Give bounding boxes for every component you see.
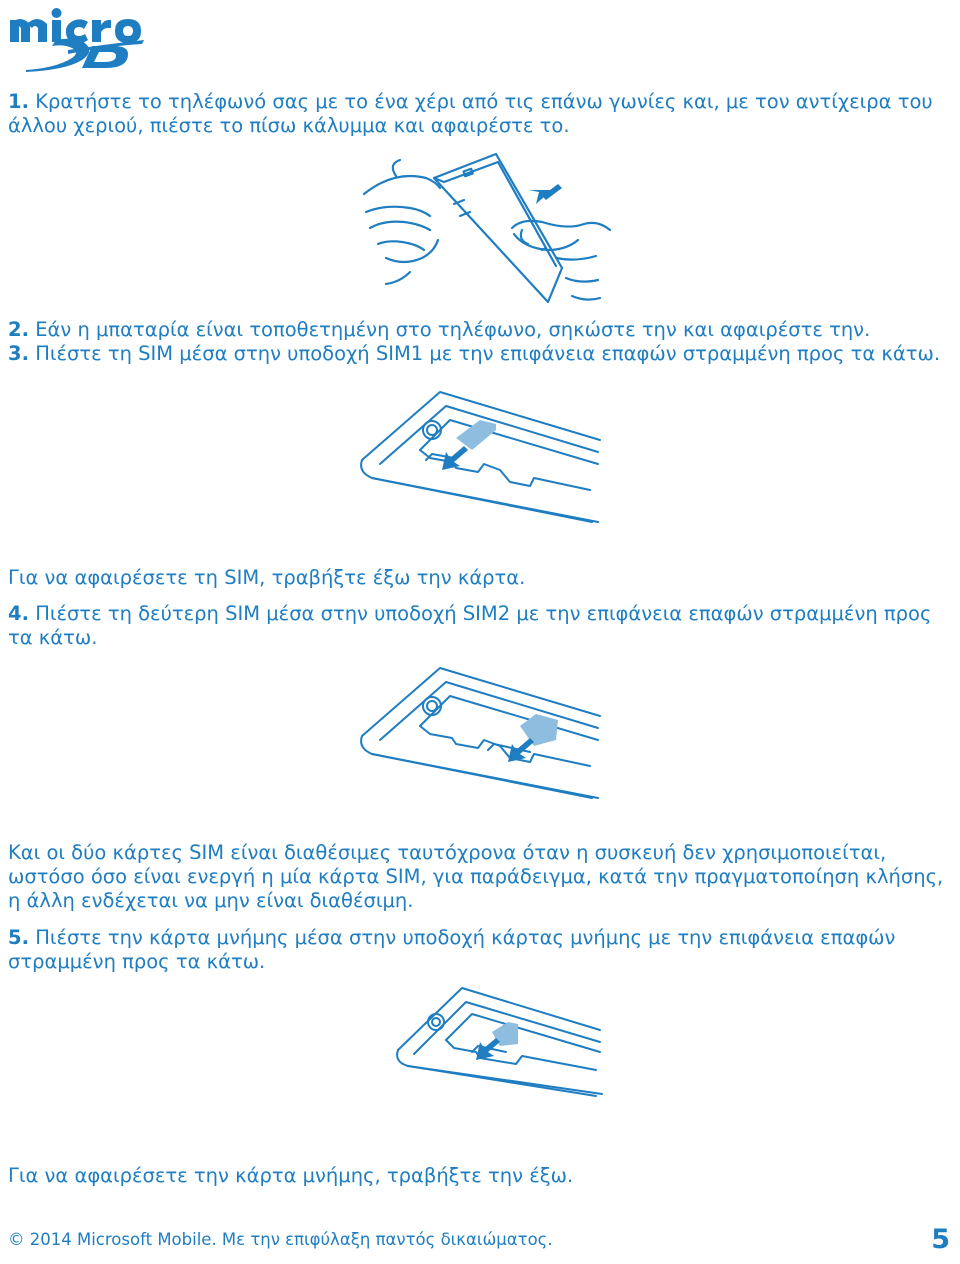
step-2-number: 2. [8, 318, 29, 341]
step-2 [8, 318, 952, 342]
step-4-number: 4. [8, 602, 29, 625]
step-5-number: 5. [8, 926, 29, 949]
sim2-insert-illustration [360, 666, 605, 798]
step-4-text: Πιέστε τη δεύτερη SIM μέσα στην υποδοχή SIM2 με την επιφάνεια επαφών στραμμένη προς τα κάτω. [8, 602, 932, 649]
microsd-logo [8, 6, 148, 72]
step-5 [8, 926, 952, 974]
step-3 [8, 342, 952, 366]
step-5-text: Πιέστε την κάρτα μνήμης μέσα στην υποδοχή κάρτας μνήμης με την επιφάνεια επαφών στραμμένη προς τα κάτω. [8, 926, 896, 973]
step-4 [8, 602, 952, 650]
step-3-number: 3. [8, 342, 29, 365]
remove-sim-note: Για να αφαιρέσετε τη SIM, τραβήξτε έξω την κάρτα. [8, 566, 526, 589]
remove-back-cover-illustration [356, 146, 616, 310]
step-1-number: 1. [8, 90, 29, 113]
dual-sim-note: Και οι δύο κάρτες SIM είναι διαθέσιμες ταυτόχρονα όταν η συσκευή δεν χρησιμοποιείται, ωστόσο όσο είναι ενεργή η μία κάρτα SIM, για παράδειγμα, κατά την πραγματοποίηση κλήσης, η άλλη ενδέχεται να μην είναι διαθέσιμη. [8, 841, 944, 912]
page-number: 5 [931, 1224, 950, 1255]
step-1 [8, 90, 952, 138]
step-1-text: Κρατήστε το τηλέφωνό σας με το ένα χέρι από τις επάνω γωνίες και, με τον αντίχειρα του άλλου χεριού, πιέστε το πίσω κάλυμμα και αφαιρέστε το. [8, 90, 933, 137]
memory-card-insert-illustration [396, 986, 604, 1096]
step-2-text: Εάν η μπαταρία είναι τοποθετημένη στο τηλέφωνο, σηκώστε την και αφαιρέστε την. [35, 318, 871, 341]
remove-memory-card-note: Για να αφαιρέσετε την κάρτα μνήμης, τραβήξτε την έξω. [8, 1164, 574, 1187]
step-3-text: Πιέστε τη SIM μέσα στην υποδοχή SIM1 με την επιφάνεια επαφών στραμμένη προς τα κάτω. [35, 342, 941, 365]
sim1-insert-illustration [360, 390, 605, 522]
copyright-footer: © 2014 Microsoft Mobile. Με την επιφύλαξη παντός δικαιώματος. [8, 1230, 553, 1249]
